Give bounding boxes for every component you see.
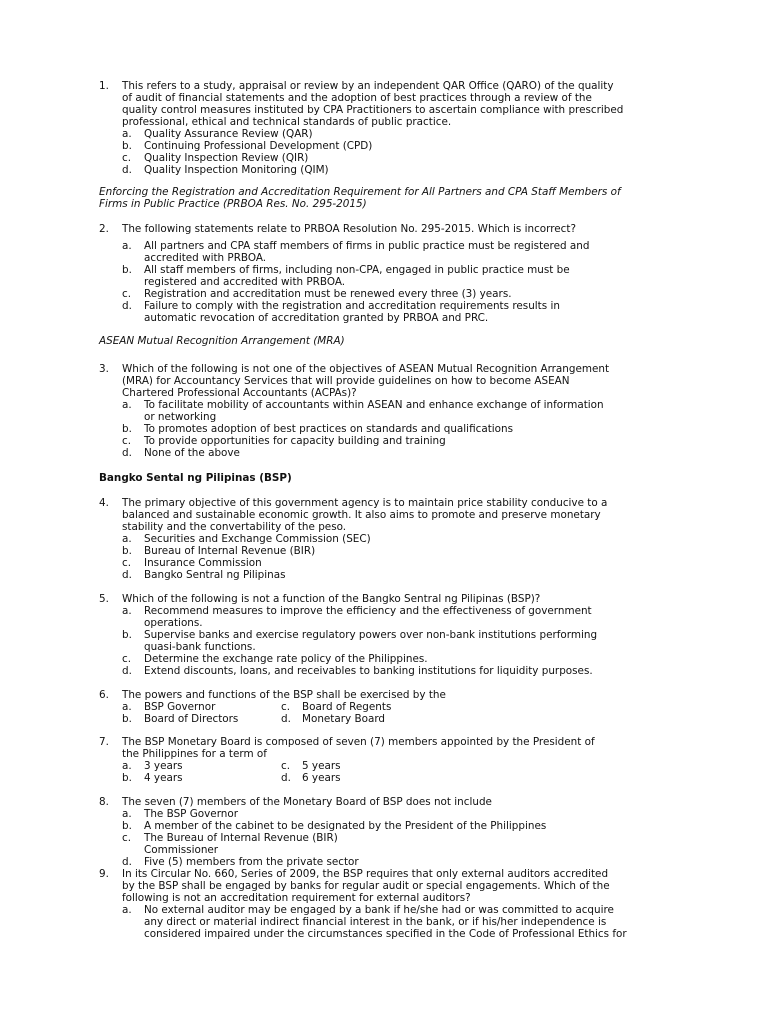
option-text: Recommend measures to improve the efficiency and the effectiveness of government — [144, 605, 592, 617]
option-text: The Bureau of Internal Revenue (BIR) — [144, 832, 338, 844]
option-text: Securities and Exchange Commission (SEC) — [144, 533, 371, 545]
option-letter: d. — [122, 665, 132, 677]
option-text: BSP Governor — [144, 701, 216, 713]
question-number: 3. — [99, 363, 109, 375]
option-text: Failure to comply with the registration and accreditation requirements results in — [144, 300, 560, 312]
option-text: No external auditor may be engaged by a bank if he/she had or was committed to acquire — [144, 904, 614, 916]
option-letter: b. — [122, 140, 132, 152]
option-letter: d. — [281, 713, 291, 725]
option-text: Continuing Professional Development (CPD) — [144, 140, 373, 152]
question-number: 7. — [99, 736, 109, 748]
option-letter: a. — [122, 240, 132, 252]
question-stem-line: Which of the following is not one of the objectives of ASEAN Mutual Recognition Arrangement — [122, 363, 610, 375]
question-number: 5. — [99, 593, 109, 605]
option-letter: c. — [281, 760, 291, 772]
section-heading: Bangko Sental ng Pilipinas (BSP) — [99, 472, 292, 484]
option-text: Determine the exchange rate policy of the Philippines. — [144, 653, 428, 665]
option-text: 5 years — [302, 760, 341, 772]
option-letter: c. — [122, 288, 132, 300]
option-letter: a. — [122, 399, 132, 411]
option-letter: b. — [122, 772, 132, 784]
option-text: To facilitate mobility of accountants within ASEAN and enhance exchange of information — [144, 399, 604, 411]
question-stem-line: quality control measures instituted by CPA Practitioners to ascertain compliance with prescribed — [122, 104, 624, 116]
option-text: accredited with PRBOA. — [144, 252, 267, 264]
option-text: 3 years — [144, 760, 183, 772]
option-text: Extend discounts, loans, and receivables to banking institutions for liquidity purposes. — [144, 665, 593, 677]
section-heading: Enforcing the Registration and Accreditation Requirement for All Partners and CPA Staff Members of — [99, 186, 621, 198]
question-number: 1. — [99, 80, 109, 92]
question-stem-line: the Philippines for a term of — [122, 748, 267, 760]
question-stem-line: stability and the convertability of the peso. — [122, 521, 347, 533]
question-stem-line: The primary objective of this government agency is to maintain price stability conducive to a — [122, 497, 608, 509]
option-letter: d. — [122, 300, 132, 312]
option-text: Quality Assurance Review (QAR) — [144, 128, 313, 140]
option-letter: d. — [122, 856, 132, 868]
option-text: Registration and accreditation must be renewed every three (3) years. — [144, 288, 512, 300]
option-letter: a. — [122, 808, 132, 820]
option-letter: c. — [122, 832, 132, 844]
question-stem-line: The following statements relate to PRBOA Resolution No. 295-2015. Which is incorrect? — [122, 223, 576, 235]
option-letter: c. — [122, 152, 132, 164]
option-letter: c. — [281, 701, 291, 713]
option-text: To promotes adoption of best practices on standards and qualifications — [144, 423, 514, 435]
question-stem-line: by the BSP shall be engaged by banks for regular audit or special engagements. Which of the — [122, 880, 610, 892]
option-letter: a. — [122, 701, 132, 713]
option-text: considered impaired under the circumstances specified in the Code of Professional Ethics for — [144, 928, 627, 940]
option-text: A member of the cabinet to be designated by the President of the Philippines — [144, 820, 547, 832]
option-text: operations. — [144, 617, 203, 629]
question-number: 6. — [99, 689, 109, 701]
option-text: The BSP Governor — [144, 808, 238, 820]
option-text: None of the above — [144, 447, 240, 459]
option-letter: a. — [122, 128, 132, 140]
option-letter: d. — [122, 164, 132, 176]
question-stem-line: This refers to a study, appraisal or review by an independent QAR Office (QARO) of the quality — [122, 80, 614, 92]
question-stem-line: The powers and functions of the BSP shall be exercised by the — [122, 689, 446, 701]
option-text: Supervise banks and exercise regulatory powers over non-bank institutions performing — [144, 629, 598, 641]
question-stem-line: Which of the following is not a function of the Bangko Sentral ng Pilipinas (BSP)? — [122, 593, 541, 605]
option-text: Quality Inspection Review (QIR) — [144, 152, 309, 164]
option-letter: b. — [122, 545, 132, 557]
option-text: Board of Directors — [144, 713, 239, 725]
option-text: Monetary Board — [302, 713, 386, 725]
section-heading: ASEAN Mutual Recognition Arrangement (MRA) — [99, 335, 345, 347]
option-text: 6 years — [302, 772, 341, 784]
question-stem-line: (MRA) for Accountancy Services that will provide guidelines on how to become ASEAN — [122, 375, 570, 387]
option-letter: b. — [122, 629, 132, 641]
option-letter: c. — [122, 435, 132, 447]
option-letter: c. — [122, 557, 132, 569]
option-letter: a. — [122, 533, 132, 545]
option-text: 4 years — [144, 772, 183, 784]
question-stem-line: of audit of financial statements and the adoption of best practices through a review of the — [122, 92, 592, 104]
option-text: or networking — [144, 411, 217, 423]
question-stem-line: balanced and sustainable economic growth. It also aims to promote and preserve monetary — [122, 509, 601, 521]
option-text: To provide opportunities for capacity building and training — [144, 435, 446, 447]
option-text: Bureau of Internal Revenue (BIR) — [144, 545, 316, 557]
option-letter: b. — [122, 820, 132, 832]
option-text: Board of Regents — [302, 701, 392, 713]
question-number: 8. — [99, 796, 109, 808]
question-number: 2. — [99, 223, 109, 235]
option-letter: d. — [122, 569, 132, 581]
option-text: quasi-bank functions. — [144, 641, 256, 653]
question-stem-line: In its Circular No. 660, Series of 2009, the BSP requires that only external auditors accredited — [122, 868, 609, 880]
option-text: All partners and CPA staff members of firms in public practice must be registered and — [144, 240, 590, 252]
option-letter: d. — [122, 447, 132, 459]
option-letter: a. — [122, 904, 132, 916]
question-stem-line: Chartered Professional Accountants (ACPAs)? — [122, 387, 357, 399]
option-text: Five (5) members from the private sector — [144, 856, 359, 868]
option-text: Quality Inspection Monitoring (QIM) — [144, 164, 329, 176]
option-text: automatic revocation of accreditation granted by PRBOA and PRC. — [144, 312, 489, 324]
question-stem-line: following is not an accreditation requirement for external auditors? — [122, 892, 471, 904]
option-letter: b. — [122, 423, 132, 435]
option-letter: c. — [122, 653, 132, 665]
option-text: any direct or material indirect financial interest in the bank, or if his/her independence is — [144, 916, 607, 928]
option-text: Insurance Commission — [144, 557, 262, 569]
option-letter: b. — [122, 713, 132, 725]
question-stem-line: The BSP Monetary Board is composed of seven (7) members appointed by the President of — [122, 736, 595, 748]
question-number: 9. — [99, 868, 109, 880]
option-letter: b. — [122, 264, 132, 276]
section-heading: Firms in Public Practice (PRBOA Res. No. 295-2015) — [99, 198, 367, 210]
option-text: Commissioner — [144, 844, 219, 856]
question-stem-line: The seven (7) members of the Monetary Board of BSP does not include — [122, 796, 492, 808]
option-text: Bangko Sentral ng Pilipinas — [144, 569, 286, 581]
question-number: 4. — [99, 497, 109, 509]
option-text: registered and accredited with PRBOA. — [144, 276, 346, 288]
option-text: All staff members of firms, including non-CPA, engaged in public practice must be — [144, 264, 570, 276]
option-letter: a. — [122, 760, 132, 772]
option-letter: d. — [281, 772, 291, 784]
question-stem-line: professional, ethical and technical standards of public practice. — [122, 116, 452, 128]
option-letter: a. — [122, 605, 132, 617]
